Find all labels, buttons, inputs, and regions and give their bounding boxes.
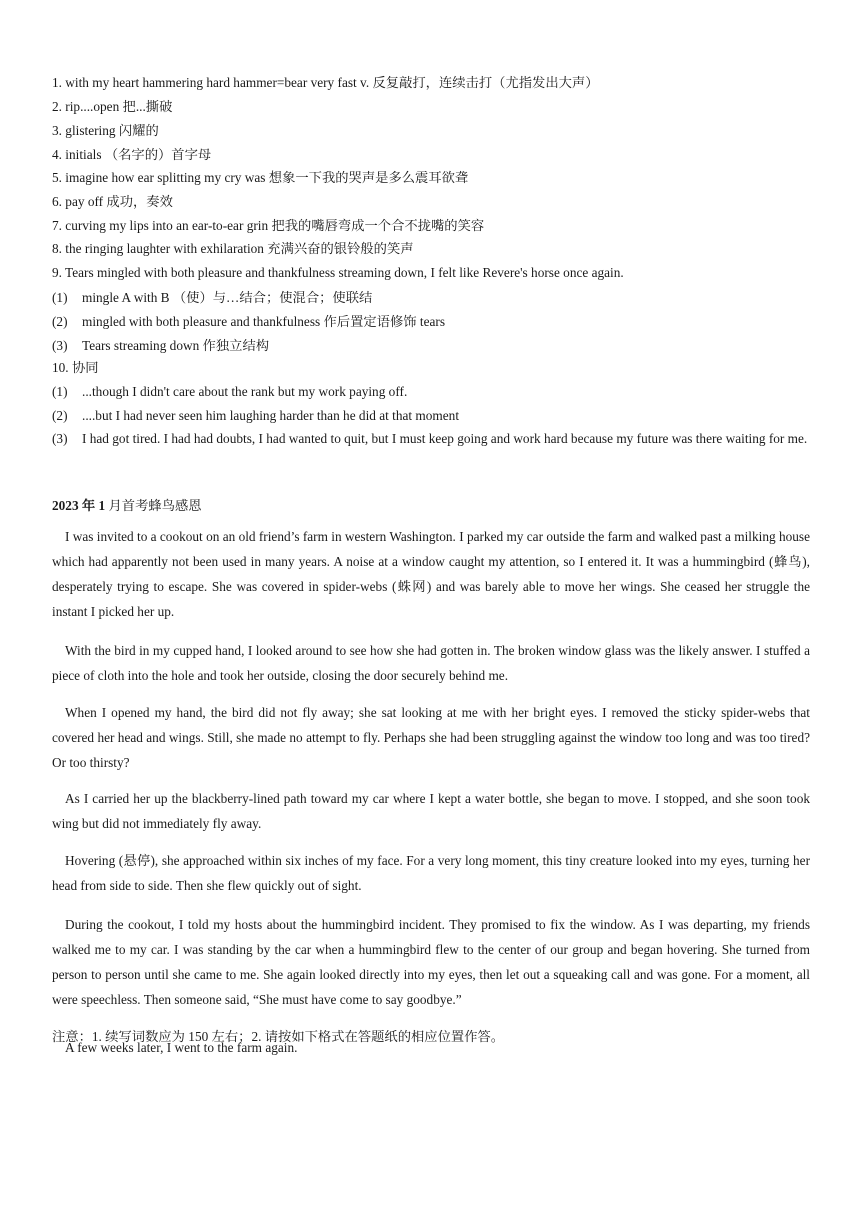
story-paragraph-6: During the cookout, I told my hosts about the hummingbird incident. They promised to fix the window. As I was departing, my friends walked me to my car. I was standing by the car when a hummingbird flew to the center of our group and began hovering. She turned from person to person until she came to me. She again looked directly into my eyes, then let out a squeaking call and was gone. For a moment, all were speechless. Then someone said, “She must have come to say goodbye.” [52,917,810,1007]
note-item-1: 1. with my heart hammering hard hammer=bear very fast v. 反复敲打，连续击打（尤指发出大声） [52,75,599,90]
story-paragraph-2: With the bird in my cupped hand, I looked around to see how she had gotten in. The broken window glass was the likely answer. I stuffed a piece of cloth into the hole and took her outside, closing the door securely behind me. [52,643,810,683]
sub-number: (1) [52,290,68,305]
writing-instructions: 注意：1. 续写词数应为 150 左右；2. 请按如下格式在答题纸的相应位置作答。 [52,1029,505,1044]
sub-number: (3) [52,338,68,353]
note-item-3: 3. glistering 闪耀的 [52,123,159,138]
note-item-7: 7. curving my lips into an ear-to-ear grin 把我的嘴唇弯成一个合不拢嘴的笑容 [52,218,485,233]
sub-item-10-1 [52,380,810,403]
sub-text: I had got tired. I had had doubts, I had wanted to quit, but I must keep going and work hard because my future was there waiting for me. [82,431,808,446]
story-paragraph-4: As I carried her up the blackberry-lined path toward my car where I kept a water bottle, she began to move. I stopped, and she soon took wing but did not immediately fly away. [52,791,810,831]
note-item-2: 2. rip....open 把...撕破 [52,99,173,114]
heading-title: 月首考蜂鸟感恩 [108,498,202,513]
sub-item-9-1 [52,286,810,309]
sub-item-9-3 [52,334,810,357]
sub-text: ...though I didn't care about the rank but my work paying off. [82,384,408,399]
note-item-4: 4. initials （名字的）首字母 [52,147,212,162]
note-item-6: 6. pay off 成功，奏效 [52,194,173,209]
story-paragraph-1: I was invited to a cookout on an old friend’s farm in western Washington. I parked my car outside the farm and walked past a milking house which had apparently not been used in many years. A noise at a window caught my attention, so I entered it. It was a hummingbird (蜂鸟), desperately trying to escape. She was covered in spider-webs (蛛网) and was barely able to move her wings. She ceased her struggle the instant I picked her up. [52,529,810,619]
note-item-10: 10. 协同 [52,360,99,375]
sub-number: (2) [52,314,68,329]
note-item-8: 8. the ringing laughter with exhilaration 充满兴奋的银铃般的笑声 [52,241,414,256]
story-paragraph-3: When I opened my hand, the bird did not fly away; she sat looking at me with her bright eyes. I removed the sticky spider-webs that covered her head and wings. Still, she made no attempt to fly. Perhaps she had been struggling against the window too long and was too tired? Or too thirsty? [52,705,810,770]
heading-date: 2023 年 1 [52,498,109,513]
sub-item-9-2 [52,310,810,333]
sub-text: mingled with both pleasure and thankfulness 作后置定语修饰 tears [82,314,446,329]
sub-text: Tears streaming down 作独立结构 [82,338,270,353]
sub-number: (2) [52,408,68,423]
note-item-5: 5. imagine how ear splitting my cry was 想象一下我的哭声是多么震耳欲聋 [52,170,469,185]
story-paragraph-5: Hovering (悬停), she approached within six inches of my face. For a very long moment, this tiny creature looked into my eyes, turning her head from side to side. Then she flew quickly out of sight. [52,853,810,893]
sub-text: ....but I had never seen him laughing harder than he did at that moment [82,408,460,423]
sub-item-10-2 [52,404,810,427]
sub-text: mingle A with B （使）与…结合；使混合；使联结 [82,290,373,305]
note-item-9: 9. Tears mingled with both pleasure and thankfulness streaming down, I felt like Revere's horse once again. [52,265,624,280]
sub-item-10-3 [52,427,810,450]
section-heading [52,497,202,515]
sub-number: (1) [52,384,68,399]
sub-number: (3) [52,431,68,446]
continuation-starter: A few weeks later, I went to the farm again. [65,1040,298,1055]
